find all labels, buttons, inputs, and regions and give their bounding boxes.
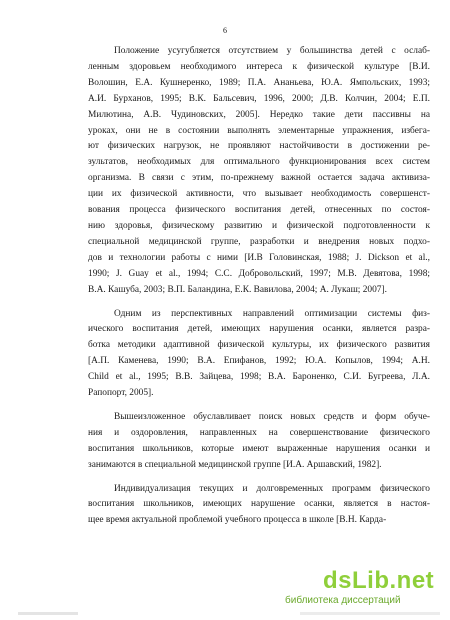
- page-number: 6: [223, 26, 227, 35]
- paragraph-gap: [88, 474, 430, 482]
- text-line: уроках, они не в состоянии выполнять элементарные упражнения, избега-: [88, 125, 430, 136]
- text-line: Вышеизложенное обуславливает поиск новых средств и форм обуче-: [114, 411, 430, 422]
- text-line: [А.П. Каменева, 1990; В.А. Епифанов, 1992; Ю.А. Копылов, 1994; А.Н.: [88, 356, 430, 367]
- text-line: ния и оздоровления, направленных на совершенствование физического: [88, 427, 430, 438]
- text-line: 1990; J. Guay et al., 1994; С.С. Добровольский, 1997; М.В. Девятова, 1998;: [88, 268, 430, 279]
- text-line: ического воспитания детей, имеющих нарушения осанки, является разра-: [88, 324, 430, 335]
- text-line: специальной медицинской группе, разработки и внедрения новых подхо-: [88, 236, 430, 247]
- text-line: Индивидуализация текущих и долговременных программ физического: [114, 483, 430, 494]
- text-line: Милютина, А.В. Чудиновских, 2005]. Нередко такие дети пассивны на: [88, 109, 430, 120]
- text-line: организма. В связи с этим, по-прежнему важной остается задача активиза-: [88, 173, 430, 184]
- text-line: ции их физической активности, что вызывает необходимость совершенст-: [88, 189, 430, 200]
- text-line: зультатов, необходимых для оптимального функционирования всех систем: [88, 157, 430, 168]
- text-line: нию здоровья, физическому развитию и физической подготовленности к: [88, 220, 430, 231]
- text-line: Положение усугубляется отсутствием у большинства детей с ослаб-: [114, 46, 430, 56]
- watermark-logo: dsLib.net: [323, 567, 435, 594]
- text-line: А.И. Бурханов, 1995; В.К. Бальсевич, 1996, 2000; Д.В. Колчин, 2004; Е.П.: [88, 93, 430, 104]
- document-body: [88, 44, 430, 529]
- paragraph: [88, 410, 430, 474]
- text-line: Одним из перспективных направлений оптимизации системы физ-: [114, 308, 430, 319]
- text-line: щее время актуальной проблемой учебного процесса в школе [В.Н. Карда-: [88, 515, 387, 526]
- paragraph: [88, 44, 430, 299]
- text-line: дов и технологии работы с ними [И.В Головинская, 1988; J. Dickson et al.,: [88, 252, 430, 263]
- watermark-subtitle: библиотека диссертаций: [285, 595, 401, 606]
- paragraph-gap: [88, 299, 430, 307]
- paragraph-gap: [88, 402, 430, 410]
- text-line: ют физических нагрузок, не проявляют настойчивости в достижении ре-: [88, 141, 430, 152]
- text-line: В.А. Кашуба, 2003; В.П. Баландина, Е.К. Вавилова, 2004; А. Лукаш; 2007].: [88, 284, 387, 295]
- text-line: занимаются в специальной медицинской группе [И.А. Аршавский, 1982].: [88, 459, 382, 470]
- scan-artifact: [18, 612, 78, 615]
- text-line: ленным здоровьем необходимого интереса к физической культуре [В.И.: [88, 61, 430, 72]
- scan-artifact: [300, 612, 440, 615]
- text-line: ботка методики адаптивной физической культуры, их физического развития: [88, 340, 430, 351]
- text-line: Волошин, Е.А. Кушнеренко, 1989; П.А. Ананьева, Ю.А. Ямпольских, 1993;: [88, 77, 430, 88]
- paragraph: [88, 307, 430, 402]
- watermark: [285, 567, 435, 607]
- paragraph: [88, 482, 430, 530]
- text-line: воспитания школьников, которые имеют выраженные нарушения осанки и: [88, 443, 430, 454]
- text-line: воспитания школьников, имеющих нарушение осанки, является в настоя-: [88, 499, 430, 510]
- text-line: Рапопорт, 2005].: [88, 388, 154, 399]
- text-line: вования процесса физического воспитания детей, отнесенных по состоя-: [88, 205, 430, 216]
- text-line: Child et al., 1995; В.В. Зайцева, 1998; В.А. Бароненко, С.И. Бугреева, Л.А.: [88, 372, 430, 383]
